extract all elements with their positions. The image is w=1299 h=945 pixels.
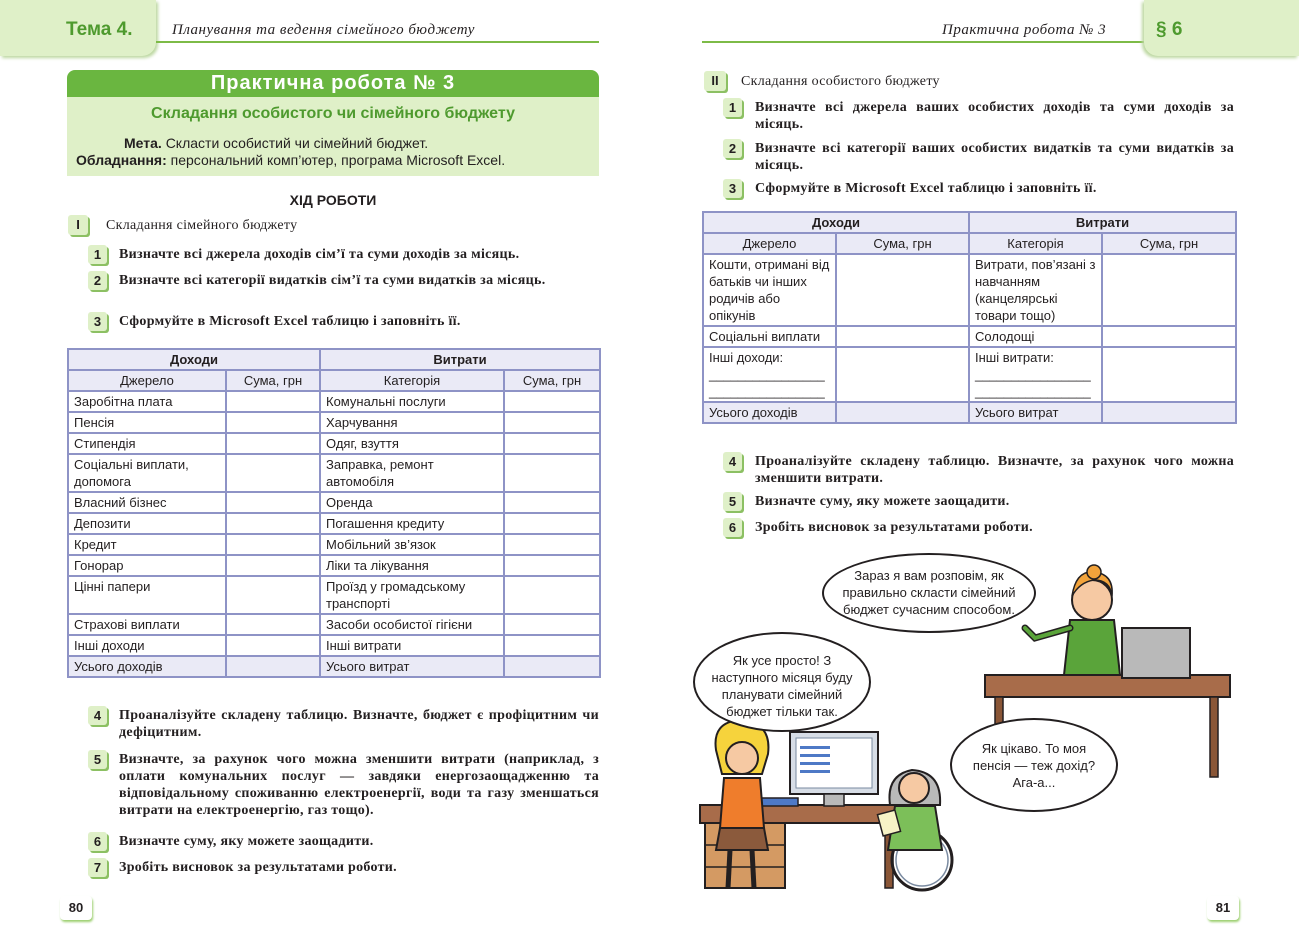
income-source-cell: Соціальні виплати [703, 326, 836, 347]
income-source-cell: Стипендія [68, 433, 226, 454]
expense-sum-cell [504, 614, 600, 635]
step-number: 2 [88, 271, 107, 290]
table-row [703, 347, 1236, 402]
teacher-desk-top [985, 675, 1230, 697]
step-text: Визначте суму, яку можете заощадити. [119, 834, 374, 849]
expense-category-cell: Заправка, ремонт автомобіля [320, 454, 504, 492]
category-column-header: Категорія [320, 370, 504, 391]
expense-sum-cell [504, 433, 600, 454]
step-text: Проаналізуйте складену таблицю. Визначте, за рахунок чого можна зменшити витрати. [755, 454, 1234, 486]
progress-heading: ХІД РОБОТИ [289, 192, 377, 208]
books [760, 798, 798, 806]
income-source-cell: Депозити [68, 513, 226, 534]
section-title: Складання особистого бюджету [741, 74, 940, 89]
step-number: 6 [723, 518, 742, 537]
other-income-label: Інші доходи: [709, 350, 784, 365]
step-text: Сформуйте в Microsoft Excel таблицю і заповніть її. [755, 181, 1097, 196]
income-source-cell: Цінні папери [68, 576, 226, 614]
table-row [68, 635, 600, 656]
income-sum-cell [226, 513, 320, 534]
personal-budget-table [702, 211, 1237, 424]
step-number: 1 [723, 98, 742, 117]
step-number: 3 [723, 179, 742, 198]
expense-header: Витрати [969, 212, 1236, 233]
income-source-cell: Страхові виплати [68, 614, 226, 635]
step-text: Зробіть висновок за результатами роботи. [755, 520, 1033, 535]
income-source-cell: Інші доходи [68, 635, 226, 656]
blank-line: ________________ [975, 367, 1091, 382]
expense-header: Витрати [320, 349, 600, 370]
section-title: Складання сімейного бюджету [106, 218, 298, 233]
expense-category-cell: Інші витрати [320, 635, 504, 656]
expense-sum-cell [1102, 254, 1236, 326]
income-source-cell [703, 347, 836, 402]
expense-sum-cell [504, 492, 600, 513]
girl-speech-bubble: Як усе просто! З наступного місяця буду планувати сімейний бюджет тільки так. [693, 632, 871, 732]
table-row [68, 492, 600, 513]
expense-category-cell: Мобільний зв’язок [320, 534, 504, 555]
expense-sum-cell [504, 412, 600, 433]
step-text: Визначте суму, яку можете заощадити. [755, 494, 1010, 509]
family-budget-table [67, 348, 601, 678]
practical-work-subtitle: Складання особистого чи сімейного бюджету [151, 105, 515, 122]
step-number: 4 [88, 706, 107, 725]
step-number: 4 [723, 452, 742, 471]
income-source-cell: Кредит [68, 534, 226, 555]
girl-sweater [720, 778, 764, 828]
income-header: Доходи [68, 349, 320, 370]
income-source-cell: Соціальні виплати, допомога [68, 454, 226, 492]
total-income-cell: Усього доходів [68, 656, 226, 677]
table-row [68, 513, 600, 534]
equipment-text: персональний комп’ютер, програма Microsoft Excel. [170, 152, 506, 168]
table-row [68, 534, 600, 555]
expense-sum-cell [504, 454, 600, 492]
expense-sum-cell [504, 635, 600, 656]
step-text: Визначте всі джерела ваших особистих доходів та суми доходів за місяць. [755, 100, 1234, 132]
topic-tab [0, 0, 156, 56]
expense-category-cell: Погашення кредиту [320, 513, 504, 534]
goal-label: Мета. [124, 135, 162, 151]
income-source-cell: Кошти, отримані від батьків чи інших родичів або опікунів [703, 254, 836, 326]
category-column-header: Категорія [969, 233, 1102, 254]
table-row [68, 555, 600, 576]
expense-category-cell: Витрати, пов’язані з навчанням (канцелярські товари тощо) [969, 254, 1102, 326]
expense-category-cell: Ліки та лікування [320, 555, 504, 576]
running-header-right: Практична робота № 3 [942, 22, 1107, 38]
source-column-header: Джерело [703, 233, 836, 254]
step-text: Визначте всі джерела доходів сім’ї та суми доходів за місяць. [119, 247, 520, 262]
girl-leg [728, 850, 730, 888]
sum-column-header: Сума, грн [226, 370, 320, 391]
topic-label: Тема 4. [66, 19, 133, 40]
expense-category-cell: Одяг, взуття [320, 433, 504, 454]
blank-line: ________________ [709, 384, 825, 399]
table-row [703, 326, 1236, 347]
section-number: II [704, 71, 726, 91]
income-sum-cell [226, 454, 320, 492]
step-number: 5 [723, 492, 742, 511]
girl-skirt [716, 828, 768, 850]
income-sum-cell [836, 254, 969, 326]
expense-sum-cell [504, 391, 600, 412]
page-number-right: 81 [1207, 896, 1239, 920]
income-sum-cell [226, 614, 320, 635]
income-sum-cell [226, 534, 320, 555]
expense-category-cell [969, 347, 1102, 402]
table-row [68, 454, 600, 492]
sum-column-header: Сума, грн [836, 233, 969, 254]
total-expense-cell: Усього витрат [969, 402, 1102, 423]
table-row [68, 576, 600, 614]
girl-leg [752, 850, 754, 888]
expense-sum-cell [504, 513, 600, 534]
table-row [703, 254, 1236, 326]
table-row [68, 391, 600, 412]
expense-category-cell: Оренда [320, 492, 504, 513]
income-sum-cell [836, 326, 969, 347]
total-row [703, 402, 1236, 423]
income-sum-cell [226, 635, 320, 656]
expense-sum-cell [504, 555, 600, 576]
expense-sum-cell [504, 534, 600, 555]
sum-column-header: Сума, грн [1102, 233, 1236, 254]
total-row [68, 656, 600, 677]
expense-category-cell: Проїзд у громадському транспорті [320, 576, 504, 614]
total-income-cell: Усього доходів [703, 402, 836, 423]
equipment-line [76, 152, 505, 168]
teacher-desk-leg [1210, 697, 1218, 777]
step-number: 5 [88, 750, 107, 769]
paragraph-tab [1144, 0, 1299, 56]
income-sum-cell [226, 412, 320, 433]
section-number: I [68, 215, 88, 235]
expense-category-cell: Засоби особистої гігієни [320, 614, 504, 635]
income-source-cell: Гонорар [68, 555, 226, 576]
header-rule [702, 41, 1144, 43]
income-sum-cell [226, 492, 320, 513]
teacher-monitor [1122, 628, 1190, 678]
step-text: Визначте всі категорії видатків сім’ї та суми видатків за місяць. [119, 273, 546, 288]
income-sum-cell [226, 391, 320, 412]
step-number: 2 [723, 139, 742, 158]
step-text: Сформуйте в Microsoft Excel таблицю і заповніть її. [119, 314, 461, 329]
sum-column-header: Сума, грн [504, 370, 600, 391]
blank-line: ________________ [709, 367, 825, 382]
step-number: 1 [88, 245, 107, 264]
running-header-left: Планування та ведення сімейного бюджету [172, 22, 475, 38]
grandma-speech-bubble: Як цікаво. То моя пенсія — теж дохід? Ага-а... [950, 718, 1118, 812]
step-text: Проаналізуйте складену таблицю. Визначте, бюджет є профіцитним чи дефіцитним. [119, 708, 599, 740]
grandma-head [899, 773, 929, 803]
paragraph-label: § 6 [1156, 19, 1183, 40]
income-source-cell: Власний бізнес [68, 492, 226, 513]
goal-text: Скласти особистий чи сімейний бюджет. [165, 135, 429, 151]
table-row [68, 412, 600, 433]
page-number-left: 80 [60, 896, 92, 920]
step-text: Визначте, за рахунок чого можна зменшити витрати (наприклад, з оплати комунальних послуг — завдяки енергозаощадженню та відповідальному споживанню електроенергії, води та газу зменшаться витрати на електроенергію, газ тощо). [119, 752, 599, 818]
expense-sum-cell [1102, 347, 1236, 402]
other-expense-label: Інші витрати: [975, 350, 1054, 365]
step-number: 7 [88, 858, 107, 877]
practical-work-banner: Практична робота № 3 [67, 70, 599, 97]
teacher-speech-bubble: Зараз я вам розповім, як правильно скласти сімейний бюджет сучасним способом. [822, 553, 1036, 633]
income-sum-cell [226, 576, 320, 614]
table-row [68, 433, 600, 454]
expense-sum-cell [1102, 326, 1236, 347]
expense-category-cell: Солодощі [969, 326, 1102, 347]
girl-head [726, 742, 758, 774]
expense-sum-cell [504, 576, 600, 614]
source-column-header: Джерело [68, 370, 226, 391]
header-rule [156, 41, 599, 43]
expense-category-cell: Комунальні послуги [320, 391, 504, 412]
table-row [68, 614, 600, 635]
step-text: Зробіть висновок за результатами роботи. [119, 860, 397, 875]
blank-line: ________________ [975, 384, 1091, 399]
teacher-bun [1087, 565, 1101, 579]
income-header: Доходи [703, 212, 969, 233]
income-sum-cell [226, 555, 320, 576]
goal-line [124, 135, 428, 151]
total-expense-cell: Усього витрат [320, 656, 504, 677]
income-sum-cell [226, 433, 320, 454]
step-number: 6 [88, 832, 107, 851]
income-source-cell: Пенсія [68, 412, 226, 433]
step-text: Визначте всі категорії ваших особистих видатків та суми видатків за місяць. [755, 141, 1234, 173]
expense-category-cell: Харчування [320, 412, 504, 433]
step-number: 3 [88, 312, 107, 331]
income-source-cell: Заробітна плата [68, 391, 226, 412]
equipment-label: Обладнання: [76, 152, 167, 168]
income-sum-cell [836, 347, 969, 402]
